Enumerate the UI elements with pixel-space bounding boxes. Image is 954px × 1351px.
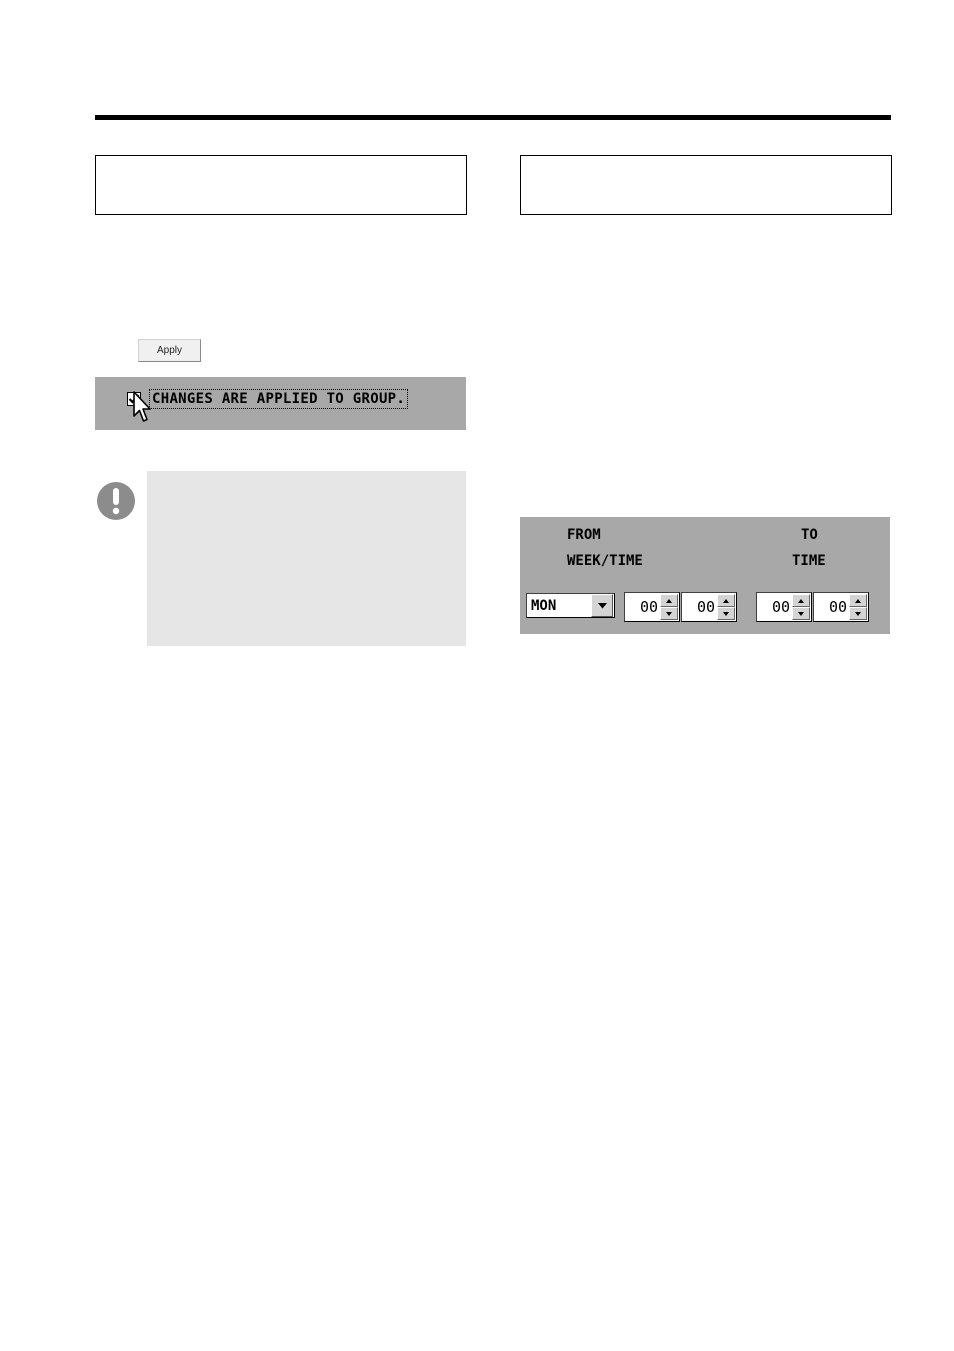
to-label: TO [801,527,818,543]
to-minute-value[interactable]: 00 [828,598,847,616]
to-hour-spinner[interactable] [756,592,812,622]
from-minute-down-button[interactable] [717,607,735,620]
triangle-down-icon [723,612,729,616]
group-checkbox-label[interactable]: CHANGES ARE APPLIED TO GROUP. [149,389,408,409]
from-hour-spinner[interactable] [624,592,680,622]
exclamation-circle-icon [96,481,136,521]
from-hour-down-button[interactable] [660,607,678,620]
to-hour-value[interactable]: 00 [771,598,790,616]
triangle-down-icon [666,612,672,616]
note-panel [147,471,466,646]
triangle-down-icon [798,612,804,616]
to-minute-down-button[interactable] [849,607,867,620]
triangle-down-icon [855,612,861,616]
from-minute-up-button[interactable] [717,594,735,607]
triangle-up-icon [666,599,672,603]
day-select-arrow[interactable] [591,594,613,617]
from-label: FROM [567,527,601,543]
right-heading-box [520,155,892,215]
apply-button-label: Apply [156,345,182,356]
day-select-value: MON [531,597,557,614]
day-select[interactable] [526,593,615,618]
to-hour-up-button[interactable] [792,594,810,607]
to-minute-up-button[interactable] [849,594,867,607]
triangle-up-icon [798,599,804,603]
from-week-time-label: WEEK/TIME [567,553,643,569]
top-rule [95,115,891,120]
triangle-up-icon [723,599,729,603]
to-hour-down-button[interactable] [792,607,810,620]
to-time-label: TIME [792,553,826,569]
from-hour-value[interactable]: 00 [639,598,658,616]
mouse-pointer-icon [132,390,152,424]
apply-button[interactable] [138,339,201,362]
to-minute-spinner[interactable] [813,592,869,622]
from-minute-value[interactable]: 00 [696,598,715,616]
from-minute-spinner[interactable] [681,592,737,622]
left-heading-box [95,155,467,215]
triangle-up-icon [855,599,861,603]
from-hour-up-button[interactable] [660,594,678,607]
chevron-down-icon [598,603,607,609]
